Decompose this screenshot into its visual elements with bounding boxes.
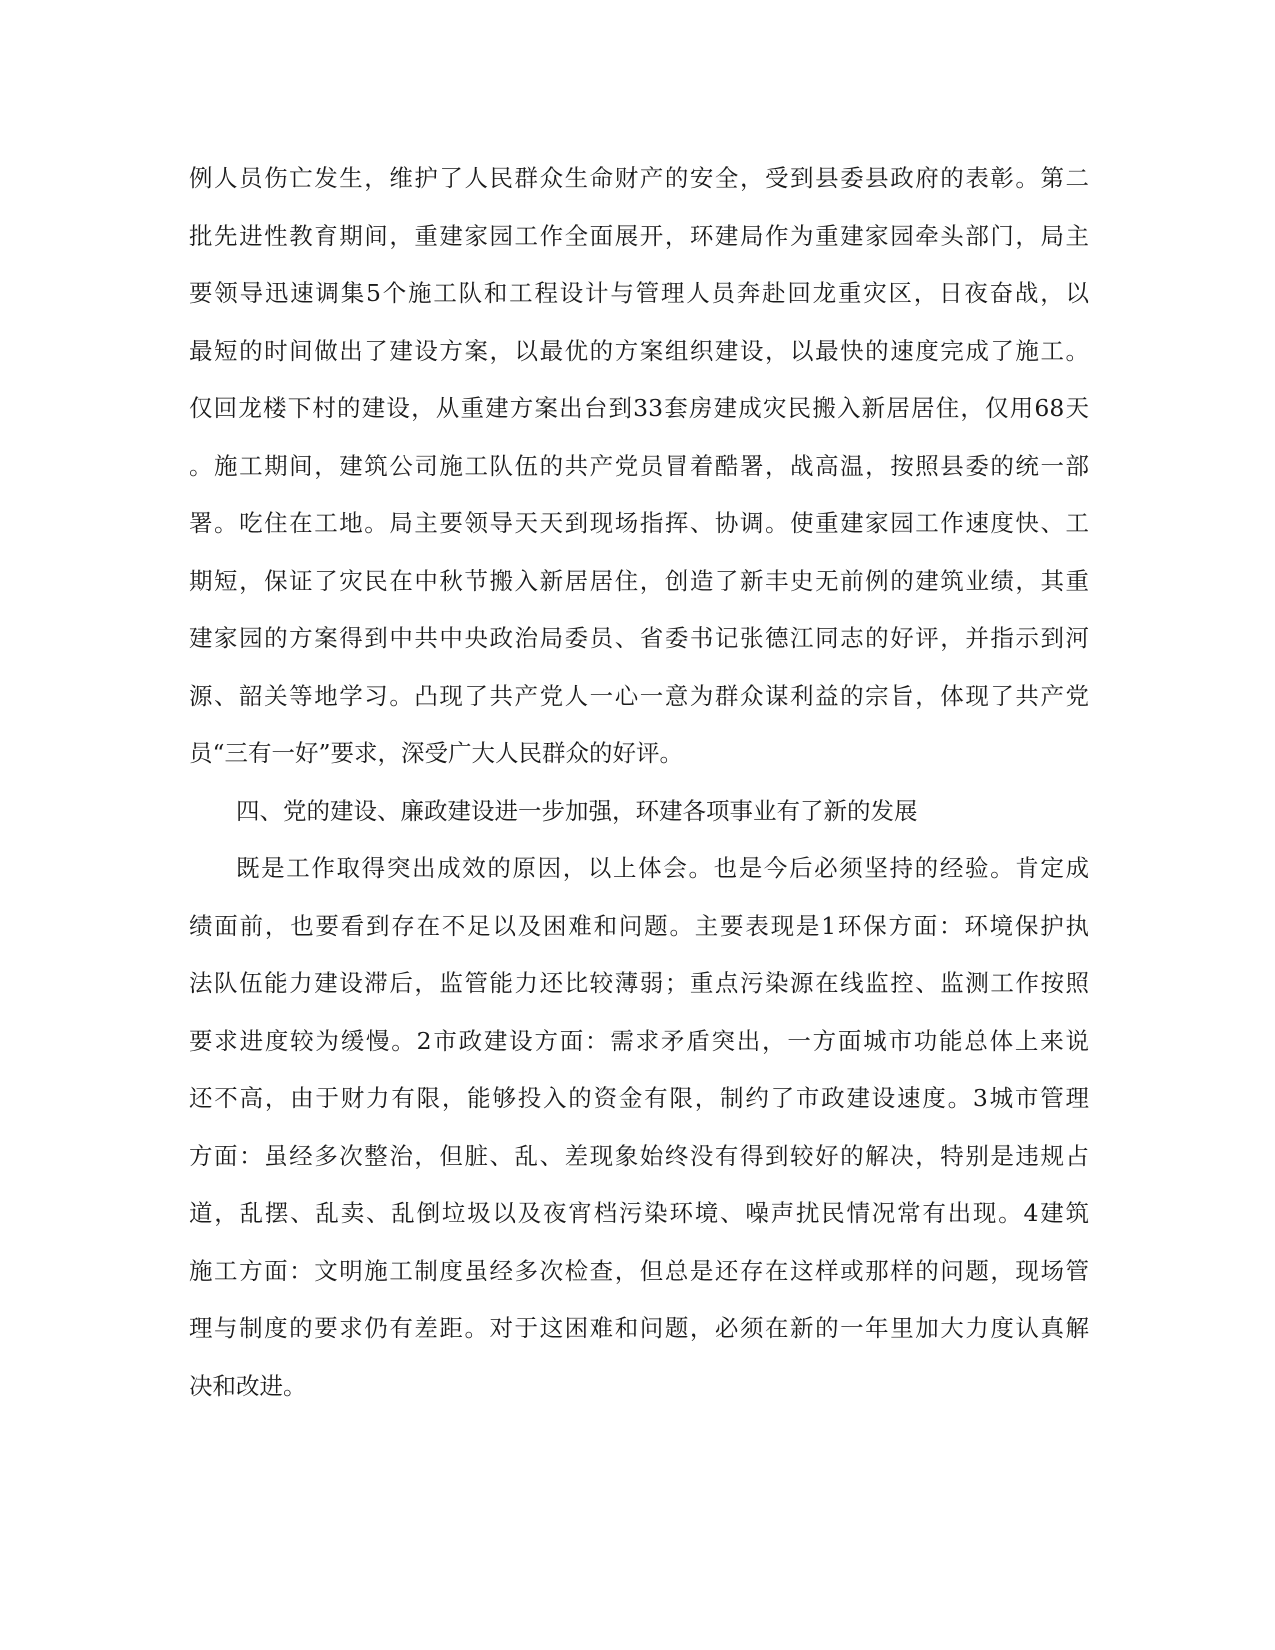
text-line: 要求进度较为缓慢。2市政建设方面：需求矛盾突出，一方面城市功能总体上来说 [189,1026,1089,1055]
text-line: 期短，保证了灾民在中秋节搬入新居居住，创造了新丰史无前例的建筑业绩，其重 [189,566,1089,595]
text-line: 例人员伤亡发生，维护了人民群众生命财产的安全，受到县委县政府的表彰。第二 [189,164,1089,192]
text-line: 法队伍能力建设滞后，监管能力还比较薄弱；重点污染源在线监控、监测工作按照 [189,969,1089,997]
text-line: 员“三有一好”要求，深受广大人民群众的好评。 [189,739,684,767]
text-line: 署。吃住在工地。局主要领导天天到现场指挥、协调。使重建家园工作速度快、工 [189,509,1089,537]
text-line: 仅回龙楼下村的建设，从重建方案出台到33套房建成灾民搬入新居居住，仅用68天 [189,394,1089,422]
text-line: 绩面前，也要看到存在不足以及困难和问题。主要表现是1环保方面：环境保护执 [189,911,1089,940]
text-line: 方面：虽经多次整治，但脏、乱、差现象始终没有得到较好的解决，特别是违规占 [189,1141,1089,1170]
text-line: 要领导迅速调集5个施工队和工程设计与管理人员奔赴回龙重灾区，日夜奋战，以 [189,279,1089,307]
text-line: 施工方面：文明施工制度虽经多次检查，但总是还存在这样或那样的问题，现场管 [189,1256,1089,1285]
section-heading-4: 四、党的建设、廉政建设进一步加强，环建各项事业有了新的发展 [236,796,918,825]
text-line: 源、韶关等地学习。凸现了共产党人一心一意为群众谋利益的宗旨，体现了共产党 [189,681,1089,710]
paragraph-flood-rebuild [189,150,1089,783]
text-line: 道，乱摆、乱卖、乱倒垃圾以及夜宵档污染环境、噪声扰民情况常有出现。4建筑 [189,1199,1089,1227]
text-line: 既是工作取得突出成效的原因，以上体会。也是今后必须坚持的经验。肯定成 [236,854,1089,882]
text-line: 批先进性教育期间，重建家园工作全面展开，环建局作为重建家园牵头部门，局主 [189,221,1089,250]
paragraph-problems [189,840,1089,1415]
document-body [189,150,1089,1415]
text-line: 。施工期间，建筑公司施工队伍的共产党员冒着酷署，战高温，按照县委的统一部 [189,451,1089,480]
text-line: 建家园的方案得到中共中央政治局委员、省委书记张德江同志的好评，并指示到河 [189,624,1089,652]
text-line: 还不高，由于财力有限，能够投入的资金有限，制约了市政建设速度。3城市管理 [189,1084,1089,1112]
text-line: 决和改进。 [189,1371,307,1400]
text-line: 理与制度的要求仍有差距。对于这困难和问题，必须在新的一年里加大力度认真解 [189,1314,1089,1342]
text-line: 最短的时间做出了建设方案，以最优的方案组织建设，以最快的速度完成了施工。 [189,336,1089,365]
